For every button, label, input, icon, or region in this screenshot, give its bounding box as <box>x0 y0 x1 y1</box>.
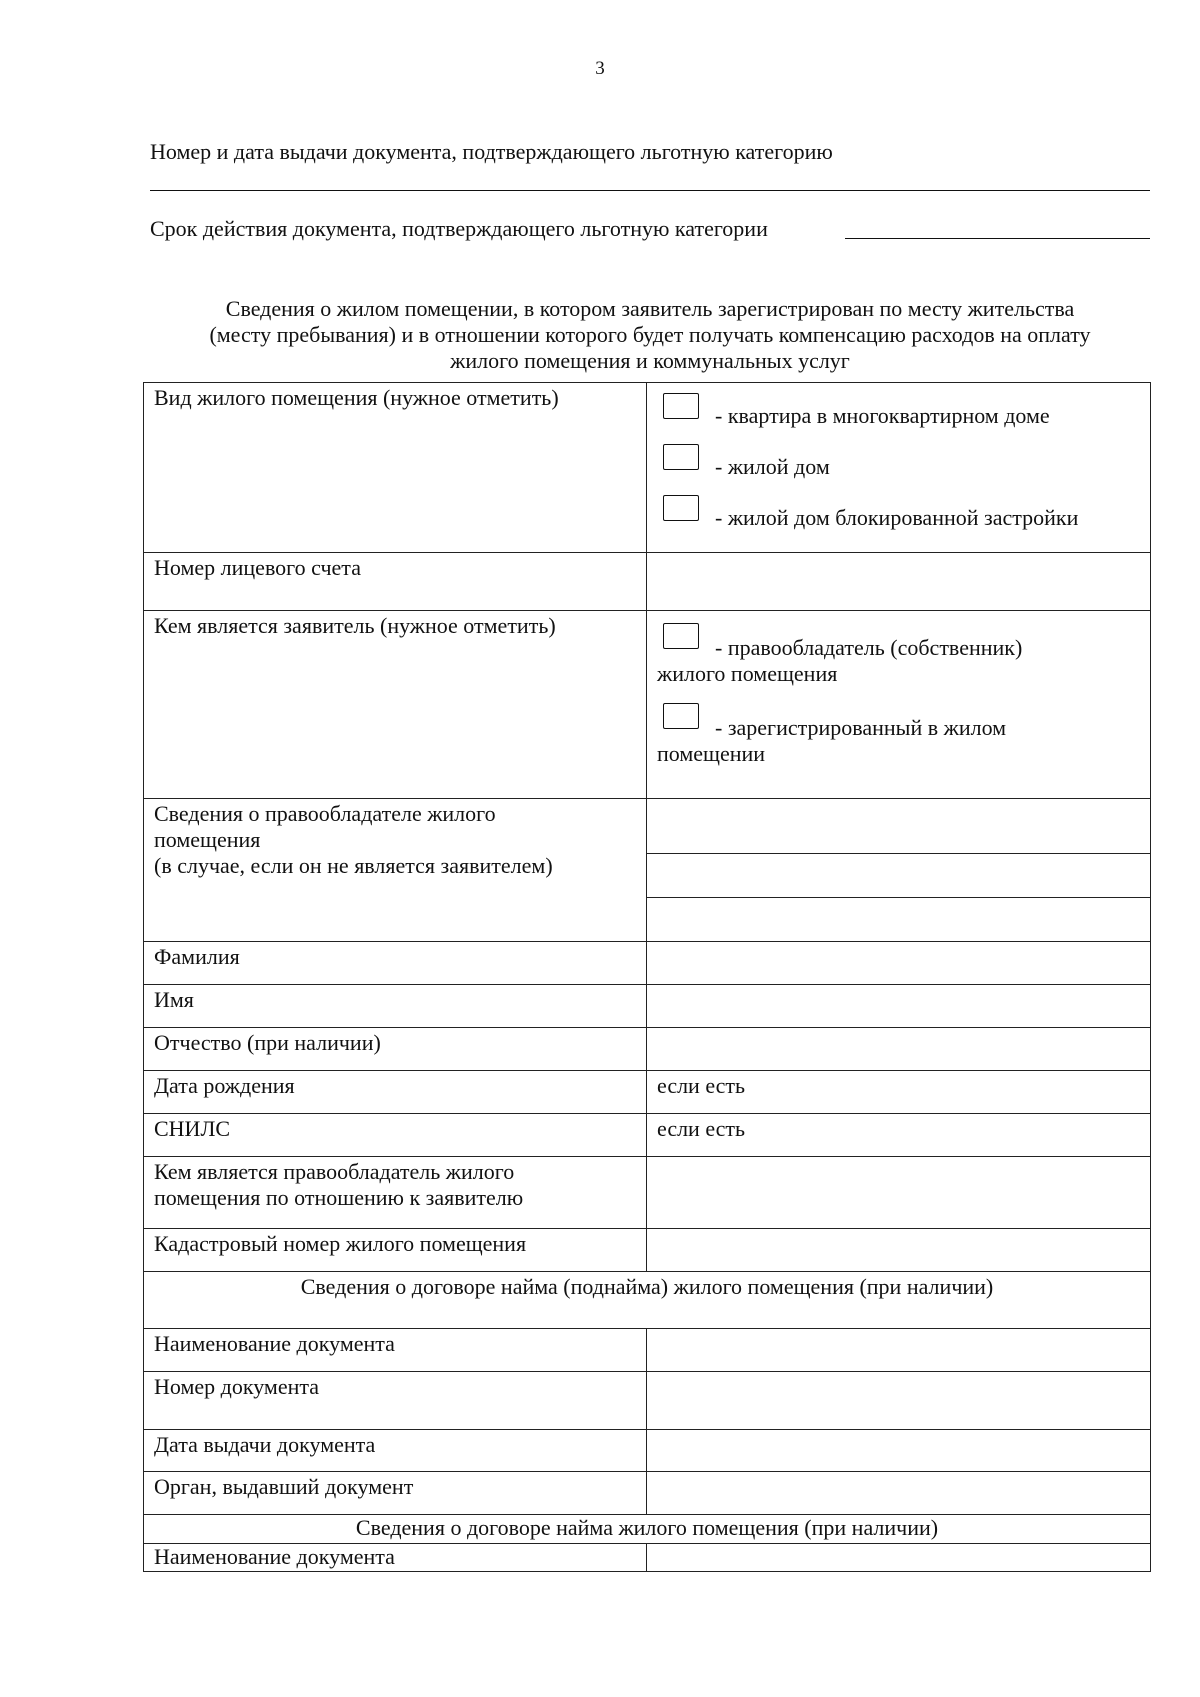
option-owner[interactable] <box>657 621 1140 687</box>
sublease-doc-number-field[interactable] <box>647 1372 1151 1430</box>
lease-doc-name-field[interactable] <box>647 1544 1151 1572</box>
sublease-issuer-label: Орган, выдавший документ <box>144 1472 647 1515</box>
table-row <box>144 1071 1151 1114</box>
table-row <box>144 1028 1151 1071</box>
option-label: - жилой дом <box>715 454 830 479</box>
housing-type-options <box>647 383 1151 553</box>
table-row <box>144 1272 1151 1329</box>
cadastral-number-label: Кадастровый номер жилого помещения <box>144 1229 647 1272</box>
caption-line: жилого помещения и коммунальных услуг <box>450 348 850 373</box>
option-apartment[interactable] <box>657 391 1140 442</box>
option-label: - квартира в многоквартирном доме <box>715 403 1050 428</box>
table-row <box>144 1157 1151 1229</box>
page-number: 3 <box>595 58 605 79</box>
option-label-cont: жилого помещения <box>657 661 838 686</box>
owner-info-line: Сведения о правообладателе жилого <box>154 801 496 826</box>
sublease-doc-name-label: Наименование документа <box>144 1329 647 1372</box>
sublease-section-header: Сведения о договоре найма (поднайма) жилого помещения (при наличии) <box>144 1272 1151 1329</box>
table-row <box>144 1472 1151 1515</box>
owner-relation-label <box>144 1157 647 1229</box>
lease-doc-name-label: Наименование документа <box>144 1544 647 1572</box>
account-number-field[interactable] <box>647 553 1151 611</box>
sublease-issue-date-label: Дата выдачи документа <box>144 1430 647 1472</box>
option-label: - зарегистрированный в жилом <box>715 715 1007 740</box>
sublease-doc-name-field[interactable] <box>647 1329 1151 1372</box>
cadastral-number-field[interactable] <box>647 1229 1151 1272</box>
owner-info-field[interactable] <box>647 854 1150 898</box>
name-field[interactable] <box>647 985 1151 1028</box>
checkbox[interactable] <box>663 703 699 729</box>
sublease-issue-date-field[interactable] <box>647 1430 1151 1472</box>
applicant-role-label: Кем является заявитель (нужное отметить) <box>144 611 647 799</box>
option-label: - жилой дом блокированной застройки <box>715 505 1079 530</box>
table-row <box>144 1372 1151 1430</box>
table-row <box>144 383 1151 553</box>
owner-info-line: (в случае, если он не является заявителем) <box>154 853 553 878</box>
table-row <box>144 942 1151 985</box>
owner-relation-line: помещения по отношению к заявителю <box>154 1185 524 1210</box>
owner-relation-line: Кем является правообладатель жилого <box>154 1159 515 1184</box>
doc-number-field[interactable] <box>150 190 1150 191</box>
table-row <box>144 1114 1151 1157</box>
birth-date-label: Дата рождения <box>144 1071 647 1114</box>
table-row <box>144 985 1151 1028</box>
option-blocked-house[interactable] <box>657 493 1140 541</box>
lease-section-header: Сведения о договоре найма жилого помещения (при наличии) <box>144 1515 1151 1544</box>
section-caption <box>150 296 1150 374</box>
table-row <box>144 1229 1151 1272</box>
owner-info-label <box>144 799 647 942</box>
owner-info-fields <box>647 799 1151 942</box>
validity-label: Срок действия документа, подтверждающего льготную категории <box>150 216 768 241</box>
housing-info-table <box>143 382 1151 1572</box>
option-registered[interactable] <box>657 701 1140 767</box>
applicant-role-options <box>647 611 1151 799</box>
option-label-cont: помещении <box>657 741 766 766</box>
caption-line: (месту пребывания) и в отношении которого будет получать компенсацию расходов на оплату <box>209 322 1091 347</box>
surname-field[interactable] <box>647 942 1151 985</box>
sublease-doc-number-label: Номер документа <box>144 1372 647 1430</box>
checkbox[interactable] <box>663 393 699 419</box>
checkbox[interactable] <box>663 444 699 470</box>
account-number-label: Номер лицевого счета <box>144 553 647 611</box>
name-label: Имя <box>144 985 647 1028</box>
patronymic-field[interactable] <box>647 1028 1151 1071</box>
patronymic-label: Отчество (при наличии) <box>144 1028 647 1071</box>
checkbox[interactable] <box>663 623 699 649</box>
table-row <box>144 553 1151 611</box>
option-label: - правообладатель (собственник) <box>715 635 1023 660</box>
validity-field[interactable] <box>845 238 1150 239</box>
snils-field[interactable]: если есть <box>647 1114 1151 1157</box>
table-row <box>144 799 1151 942</box>
owner-info-line: помещения <box>154 827 261 852</box>
owner-relation-field[interactable] <box>647 1157 1151 1229</box>
table-row <box>144 1544 1151 1572</box>
birth-date-field[interactable]: если есть <box>647 1071 1151 1114</box>
sublease-issuer-field[interactable] <box>647 1472 1151 1515</box>
table-row <box>144 1329 1151 1372</box>
checkbox[interactable] <box>663 495 699 521</box>
option-house[interactable] <box>657 442 1140 493</box>
table-row <box>144 1515 1151 1544</box>
caption-line: Сведения о жилом помещении, в котором заявитель зарегистрирован по месту жительства <box>225 296 1075 321</box>
table-row <box>144 1430 1151 1472</box>
snils-label: СНИЛС <box>144 1114 647 1157</box>
table-row <box>144 611 1151 799</box>
doc-number-label: Номер и дата выдачи документа, подтверждающего льготную категорию <box>150 139 833 164</box>
surname-label: Фамилия <box>144 942 647 985</box>
housing-type-label: Вид жилого помещения (нужное отметить) <box>144 383 647 553</box>
owner-info-field[interactable] <box>647 799 1150 854</box>
